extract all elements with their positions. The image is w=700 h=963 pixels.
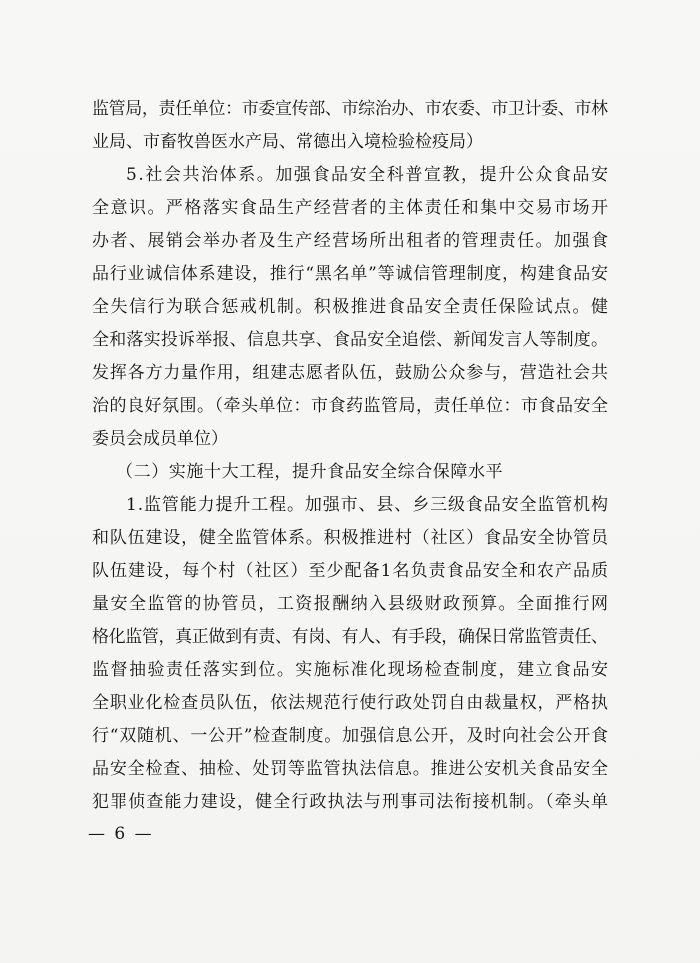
text-line: 量安全监管的协管员，工资报酬纳入县级财政预算。全面推行网 bbox=[92, 594, 610, 614]
text-line: 品行业诚信体系建设，推行“黑名单”等诚信管理制度，构建食品安 bbox=[92, 264, 609, 284]
section-heading: （二）实施十大工程，提升食品安全综合保障水平 bbox=[116, 462, 504, 482]
text-line: 监督抽验责任落实到位。实施标准化现场检查制度，建立食品安 bbox=[92, 660, 610, 680]
continuation-paragraph bbox=[92, 93, 608, 159]
text-line: 队伍建设，每个村（社区）至少配备1名负责食品安全和农产品质 bbox=[92, 561, 610, 581]
text-line: 全意识。严格落实食品生产经营者的主体责任和集中交易市场开 bbox=[92, 198, 610, 218]
text-line: 全职业化检查员队伍，依法规范行使行政处罚自由裁量权，严格执 bbox=[92, 693, 609, 713]
text-line: 发挥各方力量作用，组建志愿者队伍，鼓励公众参与，营造社会共 bbox=[92, 363, 609, 383]
page-number: — 6 — bbox=[88, 824, 154, 844]
section-1-paragraph bbox=[92, 489, 608, 819]
text-line: 全失信行为联合惩戒机制。积极推进食品安全责任保险试点。健 bbox=[92, 297, 610, 317]
text-line: 品安全检查、抽检、处罚等监管执法信息。推进公安机关食品安全 bbox=[92, 759, 609, 779]
text-line: 和队伍建设，健全监管体系。积极推进村（社区）食品安全协管员 bbox=[92, 528, 609, 548]
text-line: 办者、展销会举办者及生产经营场所出租者的管理责任。加强食 bbox=[92, 231, 610, 251]
text-line: 业局、市畜牧兽医水产局、常德出入境检验检疫局） bbox=[92, 132, 483, 152]
text-line: 监管局，责任单位：市委宣传部、市综治办、市农委、市卫计委、市林 bbox=[92, 99, 608, 119]
text-line: 治的良好氛围。（牵头单位：市食药监管局，责任单位：市食品安全 bbox=[92, 396, 609, 416]
text-line: 委员会成员单位） bbox=[92, 429, 228, 449]
text-line: 行“双随机、一公开”检查制度。加强信息公开，及时向社会公开食 bbox=[92, 726, 609, 746]
text-line: 格化监管，真正做到有责、有岗、有人、有手段，确保日常监管责任、 bbox=[92, 627, 608, 647]
document-body bbox=[92, 93, 608, 819]
section-5-paragraph bbox=[92, 159, 608, 456]
text-line: 1.监管能力提升工程。加强市、县、乡三级食品安全监管机构 bbox=[126, 495, 609, 515]
text-line: 犯罪侦查能力建设，健全行政执法与刑事司法衔接机制。（牵头单 bbox=[92, 792, 610, 812]
text-line: 5.社会共治体系。加强食品安全科普宣教，提升公众食品安 bbox=[126, 165, 610, 185]
text-line: 全和落实投诉举报、信息共享、食品安全追偿、新闻发言人等制度。 bbox=[92, 330, 609, 350]
